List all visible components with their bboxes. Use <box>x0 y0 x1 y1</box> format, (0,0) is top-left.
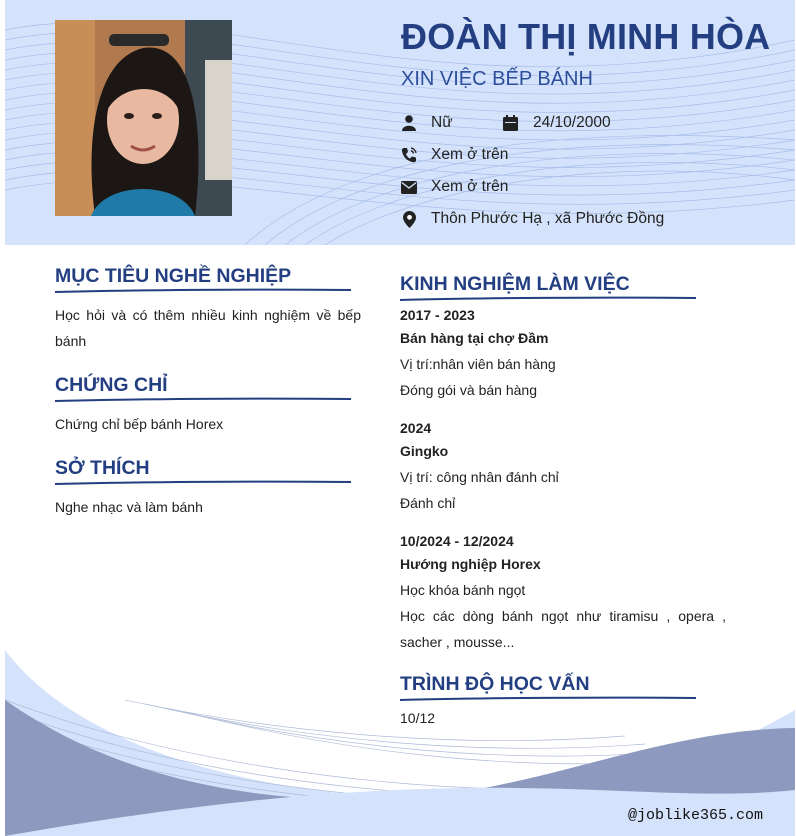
website-watermark: @joblike365.com <box>627 807 763 824</box>
location-icon <box>401 211 417 227</box>
objective-divider <box>55 287 351 295</box>
user-icon <box>401 115 417 131</box>
address-row <box>401 208 664 230</box>
hobbies-text: Nghe nhạc và làm bánh <box>55 499 203 515</box>
education-divider <box>400 695 696 703</box>
cv-page <box>5 0 795 836</box>
experience-position: Vị trí:nhân viên bán hàng <box>400 356 556 372</box>
phone-icon <box>401 147 417 163</box>
phone-row <box>401 144 508 166</box>
hobbies-heading: SỞ THÍCH <box>55 457 150 479</box>
mail-icon <box>401 179 417 195</box>
email-row <box>401 176 508 198</box>
experience-position: Học khóa bánh ngọt <box>400 582 526 598</box>
certificates-text: Chứng chỉ bếp bánh Horex <box>55 416 224 432</box>
experience-company: Bán hàng tại chợ Đầm <box>400 330 549 346</box>
experience-company: Gingko <box>400 443 449 459</box>
gender-row <box>401 112 453 134</box>
experience-position: Vị trí: công nhân đánh chỉ <box>400 469 559 485</box>
experience-description: Học các dòng bánh ngọt như tiramisu , opera , sacher , mousse... <box>400 608 726 650</box>
candidate-name: ĐOÀN THỊ MINH HÒA <box>401 16 771 57</box>
job-title: XIN VIỆC BẾP BÁNH <box>401 68 593 90</box>
objective-text: Học hỏi và có thêm nhiều kinh nghiệm về bếp bánh <box>55 307 361 349</box>
gender-value: Nữ <box>431 114 453 131</box>
experience-heading: KINH NGHIỆM LÀM VIỆC <box>400 273 630 295</box>
experience-description: Đóng gói và bán hàng <box>400 382 537 398</box>
dob-value: 24/10/2000 <box>533 114 611 131</box>
experience-company: Hướng nghiệp Horex <box>400 556 541 572</box>
email-value: Xem ở trên <box>431 178 509 195</box>
calendar-icon <box>503 115 519 131</box>
experience-period: 2017 - 2023 <box>400 307 475 323</box>
experience-period: 2024 <box>400 420 432 436</box>
education-heading: TRÌNH ĐỘ HỌC VẤN <box>400 673 590 695</box>
objective-heading: MỤC TIÊU NGHỀ NGHIỆP <box>55 265 292 287</box>
certificates-divider <box>55 396 351 404</box>
experience-divider <box>400 295 696 303</box>
phone-value: Xem ở trên <box>431 146 509 163</box>
experience-period: 10/2024 - 12/2024 <box>400 533 514 549</box>
experience-description: Đánh chỉ <box>400 495 456 511</box>
dob-row <box>503 112 611 134</box>
profile-photo <box>55 20 232 216</box>
hobbies-divider <box>55 479 351 487</box>
certificates-heading: CHỨNG CHỈ <box>55 374 168 396</box>
education-text: 10/12 <box>400 710 436 726</box>
address-value: Thôn Phước Hạ , xã Phước Đồng <box>431 210 665 227</box>
